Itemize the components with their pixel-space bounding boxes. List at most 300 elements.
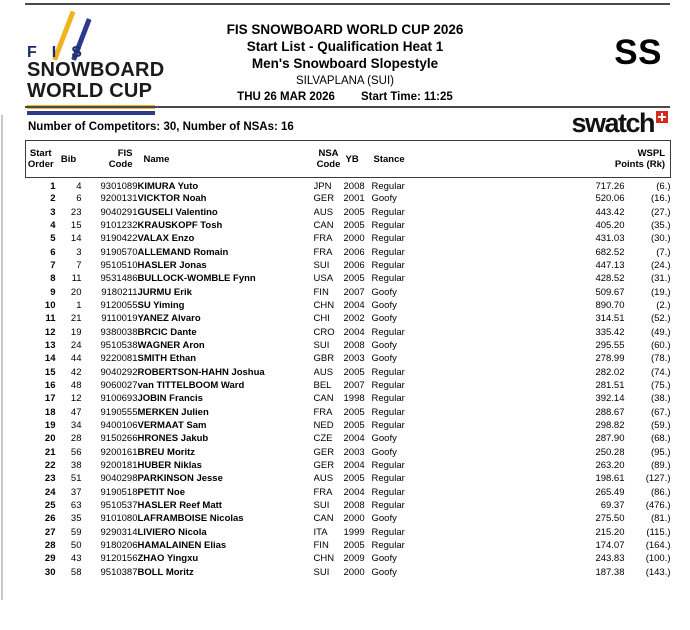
fis-code-cell: 9040292 bbox=[100, 366, 138, 378]
start-order-cell: 14 bbox=[44, 353, 56, 365]
yb-cell: 2007 bbox=[343, 286, 365, 298]
fis-code-cell: 9120055 bbox=[100, 299, 138, 311]
nsa-code-cell: AUS bbox=[313, 206, 334, 218]
stance-cell: Regular bbox=[371, 206, 405, 218]
yb-cell: 2005 bbox=[343, 366, 365, 378]
wspl-rank-cell: (78.) bbox=[650, 353, 671, 365]
header-name: Name bbox=[138, 141, 314, 178]
table-row bbox=[26, 432, 671, 445]
stance-cell: Regular bbox=[371, 219, 405, 231]
name-cell: WAGNER Aron bbox=[137, 339, 205, 351]
name-cell: HASLER Reef Matt bbox=[137, 500, 222, 512]
header-bib: Bib bbox=[56, 141, 82, 178]
bib-cell: 58 bbox=[70, 566, 82, 578]
wspl-points-cell: 282.02 bbox=[595, 366, 625, 378]
header-wspl-points: WSPL Points (Rk) bbox=[557, 141, 671, 178]
fis-code-cell: 9150266 bbox=[100, 433, 138, 445]
start-order-cell: 7 bbox=[50, 259, 56, 271]
yb-cell: 1998 bbox=[343, 393, 365, 405]
table-row bbox=[26, 512, 671, 525]
fis-code-cell: 9190518 bbox=[100, 486, 138, 498]
wspl-points-cell: 509.67 bbox=[595, 286, 625, 298]
stance-cell: Goofy bbox=[371, 566, 397, 578]
start-order-cell: 8 bbox=[50, 273, 56, 285]
bib-cell: 11 bbox=[71, 273, 82, 285]
wspl-points-cell: 287.90 bbox=[595, 433, 625, 445]
stance-cell: Regular bbox=[371, 420, 405, 432]
wspl-rank-cell: (30.) bbox=[650, 233, 671, 245]
wspl-points-cell: 288.67 bbox=[595, 406, 625, 418]
wspl-rank-cell: (127.) bbox=[645, 473, 671, 485]
table-row bbox=[26, 566, 671, 579]
nsa-code-cell: GBR bbox=[313, 353, 335, 365]
stance-cell: Goofy bbox=[371, 353, 397, 365]
start-order-cell: 30 bbox=[44, 566, 56, 578]
nsa-code-cell: FIN bbox=[313, 286, 329, 298]
yb-cell: 2004 bbox=[343, 299, 365, 311]
yb-cell: 2002 bbox=[343, 313, 365, 325]
name-cell: JOBIN Francis bbox=[137, 393, 203, 405]
table-row bbox=[26, 459, 671, 472]
wspl-rank-cell: (86.) bbox=[650, 486, 671, 498]
wspl-points-cell: 335.42 bbox=[595, 326, 625, 338]
bib-cell: 12 bbox=[70, 393, 82, 405]
wspl-rank-cell: (27.) bbox=[650, 206, 671, 218]
stance-cell: Regular bbox=[371, 366, 405, 378]
swatch-logo bbox=[571, 108, 668, 139]
nsa-code-cell: CHN bbox=[313, 553, 335, 565]
table-row bbox=[26, 299, 671, 312]
name-cell: PETIT Noe bbox=[137, 486, 186, 498]
name-cell: ALLEMAND Romain bbox=[137, 246, 229, 258]
yb-cell: 2004 bbox=[343, 433, 365, 445]
name-cell: ZHAO Yingxu bbox=[137, 553, 199, 565]
fis-code-cell: 9200181 bbox=[100, 460, 138, 472]
name-cell: MERKEN Julien bbox=[137, 406, 209, 418]
wspl-rank-cell: (60.) bbox=[650, 339, 671, 351]
table-row bbox=[26, 178, 671, 193]
start-order-cell: 27 bbox=[44, 526, 56, 538]
yb-cell: 2000 bbox=[343, 513, 365, 525]
bib-cell: 56 bbox=[70, 446, 82, 458]
wspl-points-cell: 314.51 bbox=[595, 313, 625, 325]
stance-cell: Goofy bbox=[371, 433, 397, 445]
wspl-rank-cell: (74.) bbox=[650, 366, 671, 378]
wspl-rank-cell: (38.) bbox=[650, 393, 671, 405]
start-order-cell: 20 bbox=[44, 433, 56, 445]
wspl-rank-cell: (31.) bbox=[650, 273, 671, 285]
name-cell: BULLOCK-WOMBLE Fynn bbox=[137, 273, 256, 285]
stance-cell: Regular bbox=[371, 540, 405, 552]
stance-cell: Goofy bbox=[371, 513, 397, 525]
start-order-cell: 1 bbox=[50, 181, 56, 192]
start-order-cell: 21 bbox=[44, 446, 56, 458]
date-time-line bbox=[120, 90, 570, 105]
bib-cell: 6 bbox=[76, 193, 82, 205]
stance-cell: Regular bbox=[371, 473, 405, 485]
nsa-code-cell: SUI bbox=[313, 259, 330, 271]
start-order-cell: 18 bbox=[44, 406, 56, 418]
yb-cell: 2000 bbox=[343, 566, 365, 578]
page-subtitle: Start List - Qualification Heat 1 bbox=[246, 39, 444, 54]
bib-cell: 47 bbox=[70, 406, 82, 418]
yb-cell: 2001 bbox=[343, 193, 365, 205]
start-order-cell: 11 bbox=[45, 313, 56, 325]
fis-code-cell: 9120156 bbox=[100, 553, 138, 565]
bib-cell: 7 bbox=[76, 259, 82, 271]
start-order-cell: 13 bbox=[44, 339, 56, 351]
table-row bbox=[26, 272, 671, 285]
table-row bbox=[26, 526, 671, 539]
yb-cell: 2005 bbox=[343, 420, 365, 432]
fis-code-cell: 9400106 bbox=[100, 420, 138, 432]
bib-cell: 50 bbox=[70, 540, 82, 552]
bib-cell: 21 bbox=[70, 313, 82, 325]
stance-cell: Goofy bbox=[371, 553, 397, 565]
nsa-code-cell: FIN bbox=[313, 540, 329, 552]
discipline-code: SS bbox=[614, 33, 662, 72]
wspl-rank-cell: (67.) bbox=[650, 406, 671, 418]
nsa-code-cell: FRA bbox=[313, 486, 333, 498]
wspl-rank-cell: (6.) bbox=[656, 181, 671, 192]
stance-cell: Regular bbox=[371, 233, 405, 245]
wspl-rank-cell: (2.) bbox=[656, 299, 671, 311]
start-order-cell: 22 bbox=[44, 460, 56, 472]
start-order-cell: 2 bbox=[50, 193, 56, 205]
wspl-points-cell: 281.51 bbox=[595, 379, 625, 391]
start-order-cell: 4 bbox=[50, 219, 56, 231]
wspl-points-cell: 215.20 bbox=[595, 526, 625, 538]
yb-cell: 2006 bbox=[343, 246, 365, 258]
start-order-cell: 3 bbox=[50, 206, 56, 218]
start-order-cell: 15 bbox=[44, 366, 56, 378]
table-row bbox=[26, 406, 671, 419]
table-row bbox=[26, 486, 671, 499]
yb-cell: 2005 bbox=[343, 473, 365, 485]
wspl-points-cell: 250.28 bbox=[595, 446, 625, 458]
wspl-points-cell: 428.52 bbox=[595, 273, 625, 285]
fis-letters bbox=[27, 46, 82, 60]
table-header-row bbox=[26, 141, 671, 178]
nsa-code-cell: JPN bbox=[313, 181, 332, 192]
table-row bbox=[26, 365, 671, 378]
name-cell: VERMAAT Sam bbox=[137, 420, 207, 432]
start-order-cell: 12 bbox=[44, 326, 56, 338]
wspl-rank-cell: (35.) bbox=[650, 219, 671, 231]
nsa-code-cell: GER bbox=[313, 460, 335, 472]
stance-cell: Goofy bbox=[371, 446, 397, 458]
fis-code-cell: 9190555 bbox=[100, 406, 138, 418]
yb-cell: 2005 bbox=[343, 273, 365, 285]
nsa-code-cell: AUS bbox=[313, 366, 334, 378]
wspl-rank-cell: (95.) bbox=[650, 446, 671, 458]
wspl-rank-cell: (16.) bbox=[650, 193, 671, 205]
stance-cell: Goofy bbox=[371, 339, 397, 351]
venue: SILVAPLANA (SUI) bbox=[296, 75, 394, 87]
stance-cell: Regular bbox=[371, 406, 405, 418]
table-row bbox=[26, 419, 671, 432]
name-cell: BRCIC Dante bbox=[137, 326, 197, 338]
nsa-code-cell: CAN bbox=[313, 513, 334, 525]
fis-code-cell: 9510537 bbox=[100, 500, 138, 512]
table-row bbox=[26, 192, 671, 205]
wspl-points-cell: 298.82 bbox=[595, 420, 625, 432]
fis-letter-s: S bbox=[71, 44, 82, 61]
event-title: Men's Snowboard Slopestyle bbox=[251, 56, 439, 71]
wspl-rank-cell: (7.) bbox=[656, 246, 671, 258]
wspl-points-cell: 263.20 bbox=[595, 460, 625, 472]
name-cell: VALAX Enzo bbox=[137, 233, 195, 245]
logo-snowboard-text: SNOWBOARD bbox=[27, 59, 165, 81]
wspl-rank-cell: (68.) bbox=[650, 433, 671, 445]
wspl-points-cell: 890.70 bbox=[595, 299, 625, 311]
yb-cell: 2008 bbox=[343, 181, 365, 192]
start-order-cell: 25 bbox=[44, 500, 56, 512]
fis-code-cell: 9100693 bbox=[100, 393, 138, 405]
start-order-cell: 6 bbox=[50, 246, 56, 258]
table-row bbox=[26, 205, 671, 218]
yb-cell: 2003 bbox=[343, 446, 365, 458]
wspl-points-cell: 243.83 bbox=[595, 553, 625, 565]
name-cell: ROBERTSON-HAHN Joshua bbox=[137, 366, 265, 378]
yb-cell: 2004 bbox=[343, 326, 365, 338]
fis-code-cell: 9190570 bbox=[100, 246, 138, 258]
wspl-points-cell: 682.52 bbox=[595, 246, 625, 258]
stance-cell: Regular bbox=[371, 379, 405, 391]
wspl-rank-cell: (59.) bbox=[650, 420, 671, 432]
stance-cell: Regular bbox=[371, 500, 405, 512]
name-cell: GUSELI Valentino bbox=[137, 206, 218, 218]
name-cell: BREU Moritz bbox=[137, 446, 196, 458]
wspl-points-cell: 392.14 bbox=[595, 393, 625, 405]
table-row bbox=[26, 539, 671, 552]
table-row bbox=[26, 552, 671, 565]
stance-cell: Regular bbox=[371, 486, 405, 498]
yb-cell: 2004 bbox=[343, 460, 365, 472]
bib-cell: 51 bbox=[70, 473, 82, 485]
fis-code-cell: 9510510 bbox=[100, 259, 138, 271]
fis-code-cell: 9200131 bbox=[100, 193, 138, 205]
start-order-cell: 5 bbox=[50, 233, 56, 245]
stance-cell: Goofy bbox=[371, 193, 397, 205]
name-cell: YANEZ Alvaro bbox=[137, 313, 201, 325]
wspl-rank-cell: (115.) bbox=[646, 526, 671, 538]
bib-cell: 28 bbox=[70, 433, 82, 445]
top-rule bbox=[25, 3, 670, 5]
header-nsa-code: NSA Code bbox=[314, 141, 344, 178]
fis-code-cell: 9180211 bbox=[101, 286, 138, 298]
table-row bbox=[26, 285, 671, 298]
yb-cell: 2000 bbox=[343, 233, 365, 245]
start-order-cell: 23 bbox=[44, 473, 56, 485]
table-header bbox=[26, 141, 671, 178]
name-cell: JURMU Erik bbox=[137, 286, 192, 298]
stance-cell: Regular bbox=[371, 326, 405, 338]
swiss-cross-icon bbox=[656, 111, 668, 123]
header-fis-code: FIS Code bbox=[82, 141, 138, 178]
start-order-cell: 10 bbox=[44, 299, 56, 311]
fis-code-cell: 9101080 bbox=[100, 513, 138, 525]
wspl-points-cell: 198.61 bbox=[595, 473, 625, 485]
nsa-code-cell: AUS bbox=[313, 473, 334, 485]
bib-cell: 63 bbox=[70, 500, 82, 512]
logo-blue-bar bbox=[27, 111, 155, 115]
logo-worldcup-text: WORLD CUP bbox=[27, 80, 153, 102]
name-cell: VICKTOR Noah bbox=[137, 193, 207, 205]
bib-cell: 38 bbox=[70, 460, 82, 472]
name-cell: van TITTELBOOM Ward bbox=[137, 379, 245, 391]
fis-letter-i: I bbox=[51, 44, 57, 61]
name-cell: SU Yiming bbox=[137, 299, 185, 311]
stance-cell: Regular bbox=[371, 246, 405, 258]
nsa-code-cell: BEL bbox=[313, 379, 332, 391]
bib-cell: 15 bbox=[70, 219, 82, 231]
start-list-body bbox=[26, 178, 671, 579]
table-row bbox=[26, 379, 671, 392]
title-block bbox=[120, 21, 570, 105]
yb-cell: 2004 bbox=[343, 486, 365, 498]
bib-cell: 59 bbox=[70, 526, 82, 538]
table-row bbox=[26, 259, 671, 272]
name-cell: HUBER Niklas bbox=[137, 460, 202, 472]
table-row bbox=[26, 219, 671, 232]
nsa-code-cell: GER bbox=[313, 446, 335, 458]
page-title: FIS SNOWBOARD WORLD CUP 2026 bbox=[226, 22, 464, 37]
fis-code-cell: 9110019 bbox=[101, 313, 138, 325]
wspl-rank-cell: (476.) bbox=[645, 500, 671, 512]
fis-letter-f: F bbox=[27, 44, 37, 61]
stance-cell: Regular bbox=[371, 181, 405, 192]
yb-cell: 2005 bbox=[343, 540, 365, 552]
table-row bbox=[26, 245, 671, 258]
wspl-points-cell: 295.55 bbox=[595, 339, 625, 351]
name-cell: HAMALAINEN Elias bbox=[137, 540, 227, 552]
competitors-summary: Number of Competitors: 30, Number of NSAs: 16 bbox=[28, 121, 294, 133]
start-order-cell: 16 bbox=[44, 379, 56, 391]
name-cell: KIMURA Yuto bbox=[137, 181, 199, 192]
bib-cell: 20 bbox=[70, 286, 82, 298]
stance-cell: Regular bbox=[371, 526, 405, 538]
stance-cell: Goofy bbox=[371, 313, 397, 325]
nsa-code-cell: FRA bbox=[313, 246, 333, 258]
bib-cell: 3 bbox=[76, 246, 82, 258]
nsa-code-cell: CAN bbox=[313, 219, 334, 231]
yb-cell: 2005 bbox=[343, 219, 365, 231]
bib-cell: 43 bbox=[70, 553, 82, 565]
wspl-rank-cell: (143.) bbox=[645, 566, 671, 578]
table-row bbox=[26, 352, 671, 365]
bib-cell: 23 bbox=[70, 206, 82, 218]
nsa-code-cell: FRA bbox=[313, 406, 333, 418]
nsa-code-cell: CRO bbox=[313, 326, 335, 338]
bib-cell: 14 bbox=[70, 233, 82, 245]
name-cell: SMITH Ethan bbox=[137, 353, 197, 365]
start-order-cell: 9 bbox=[50, 286, 56, 298]
wspl-points-cell: 187.38 bbox=[595, 566, 625, 578]
name-cell: HRONES Jakub bbox=[137, 433, 209, 445]
wspl-rank-cell: (24.) bbox=[650, 259, 671, 271]
start-order-cell: 28 bbox=[44, 540, 56, 552]
name-cell: PARKINSON Jesse bbox=[137, 473, 223, 485]
start-order-cell: 29 bbox=[44, 553, 56, 565]
header-stance: Stance bbox=[372, 141, 557, 178]
fis-code-cell: 9190422 bbox=[100, 233, 138, 245]
nsa-code-cell: USA bbox=[313, 273, 334, 285]
nsa-code-cell: SUI bbox=[313, 566, 330, 578]
event-date: THU 26 MAR 2026 bbox=[237, 91, 335, 103]
name-cell: LIVIERO Nicola bbox=[137, 526, 207, 538]
name-cell: BOLL Moritz bbox=[137, 566, 194, 578]
nsa-code-cell: CHN bbox=[313, 299, 335, 311]
fis-code-cell: 9290314 bbox=[100, 526, 138, 538]
wspl-points-cell: 275.50 bbox=[595, 513, 625, 525]
wspl-points-cell: 278.99 bbox=[595, 353, 625, 365]
table-row bbox=[26, 392, 671, 405]
bib-cell: 19 bbox=[70, 326, 82, 338]
bib-cell: 34 bbox=[70, 420, 82, 432]
nsa-code-cell: SUI bbox=[313, 500, 330, 512]
table-row bbox=[26, 446, 671, 459]
fis-code-cell: 9510538 bbox=[100, 339, 138, 351]
stance-cell: Regular bbox=[371, 460, 405, 472]
table-row bbox=[26, 472, 671, 485]
swatch-wordmark: swatch bbox=[571, 108, 654, 138]
stance-cell: Regular bbox=[371, 259, 405, 271]
nsa-code-cell: FRA bbox=[313, 233, 333, 245]
nsa-code-cell: SUI bbox=[313, 339, 330, 351]
yb-cell: 2003 bbox=[343, 353, 365, 365]
wspl-points-cell: 520.06 bbox=[595, 193, 625, 205]
name-cell: HASLER Jonas bbox=[137, 259, 207, 271]
header-yb: YB bbox=[344, 141, 372, 178]
bib-cell: 4 bbox=[76, 181, 82, 192]
bib-cell: 1 bbox=[76, 299, 82, 311]
fis-code-cell: 9180206 bbox=[100, 540, 138, 552]
fis-code-cell: 9380038 bbox=[100, 326, 138, 338]
start-time: Start Time: 11:25 bbox=[360, 91, 453, 103]
start-order-cell: 24 bbox=[44, 486, 56, 498]
yb-cell: 2006 bbox=[343, 259, 365, 271]
fis-code-cell: 9531486 bbox=[100, 273, 138, 285]
stance-cell: Goofy bbox=[371, 299, 397, 311]
nsa-code-cell: CZE bbox=[313, 433, 333, 445]
stance-cell: Regular bbox=[371, 273, 405, 285]
wspl-points-cell: 431.03 bbox=[595, 233, 625, 245]
table-row bbox=[26, 339, 671, 352]
yb-cell: 2005 bbox=[343, 206, 365, 218]
wspl-points-cell: 443.42 bbox=[595, 206, 625, 218]
bib-cell: 44 bbox=[70, 353, 82, 365]
yb-cell: 1999 bbox=[343, 526, 365, 538]
table-row bbox=[26, 232, 671, 245]
bib-cell: 48 bbox=[70, 379, 82, 391]
bib-cell: 24 bbox=[70, 339, 82, 351]
yb-cell: 2009 bbox=[343, 553, 365, 565]
nsa-code-cell: CAN bbox=[313, 393, 334, 405]
wspl-rank-cell: (89.) bbox=[650, 460, 671, 472]
wspl-rank-cell: (52.) bbox=[650, 313, 671, 325]
nsa-code-cell: GER bbox=[313, 193, 335, 205]
table-row bbox=[26, 325, 671, 338]
wspl-points-cell: 174.07 bbox=[595, 540, 625, 552]
nsa-code-cell: NED bbox=[313, 420, 334, 432]
page-edge bbox=[1, 115, 3, 600]
yb-cell: 2008 bbox=[343, 500, 365, 512]
wspl-points-cell: 69.37 bbox=[600, 500, 625, 512]
yb-cell: 2005 bbox=[343, 406, 365, 418]
wspl-rank-cell: (164.) bbox=[645, 540, 671, 552]
yb-cell: 2007 bbox=[343, 379, 365, 391]
